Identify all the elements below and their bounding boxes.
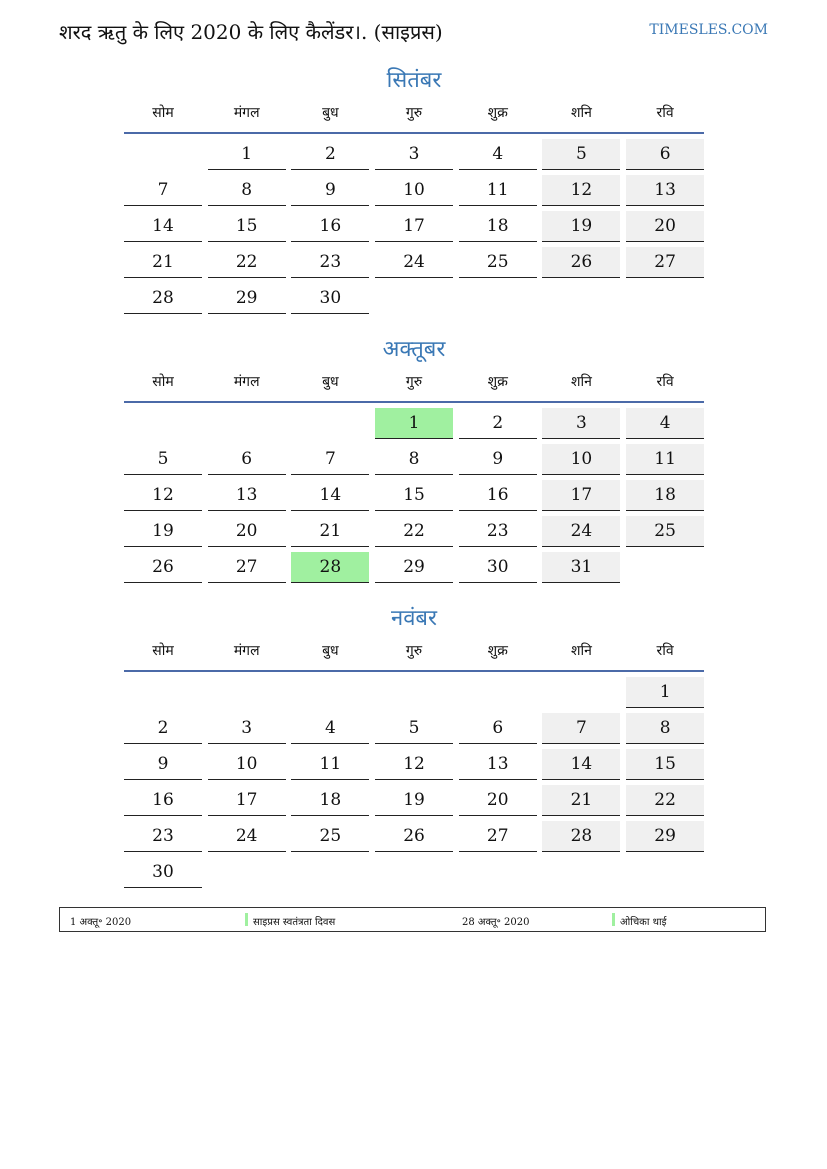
- empty-cell: [124, 408, 202, 439]
- day-cell: 16: [459, 480, 537, 511]
- day-cell: 7: [291, 444, 369, 475]
- day-cell: 10: [542, 444, 620, 475]
- day-cell: 15: [375, 480, 453, 511]
- day-cell: 13: [208, 480, 286, 511]
- day-cell: 15: [626, 749, 704, 780]
- weekday-label: सोम: [152, 373, 174, 390]
- day-cell: 12: [375, 749, 453, 780]
- day-cell: 24: [208, 821, 286, 852]
- day-cell: 9: [291, 175, 369, 206]
- holiday-day-cell: 28: [291, 552, 369, 583]
- day-cell: 20: [459, 785, 537, 816]
- day-cell: 21: [542, 785, 620, 816]
- day-cell: 30: [291, 283, 369, 314]
- day-cell: 14: [542, 749, 620, 780]
- day-cell: 26: [375, 821, 453, 852]
- month-title: नवंबर: [390, 606, 437, 631]
- day-grid: [124, 139, 704, 314]
- header-divider: [124, 401, 704, 403]
- empty-cell: [208, 408, 286, 439]
- weekday-label: शुक्र: [487, 373, 508, 390]
- empty-cell: [291, 677, 369, 708]
- empty-cell: [542, 677, 620, 708]
- weekday-label: शनि: [570, 104, 592, 121]
- day-cell: 21: [124, 247, 202, 278]
- month-september: [124, 64, 704, 314]
- page-title: शरद ऋतु के लिए 2020 के लिए कैलेंडर।. (साइप्रस): [59, 20, 443, 44]
- empty-cell: [291, 408, 369, 439]
- day-cell: 12: [124, 480, 202, 511]
- day-cell: 10: [375, 175, 453, 206]
- day-cell: 18: [626, 480, 704, 511]
- day-grid: [124, 408, 704, 583]
- day-cell: 26: [124, 552, 202, 583]
- day-cell: 6: [208, 444, 286, 475]
- day-cell: 2: [459, 408, 537, 439]
- weekday-label: रवि: [656, 642, 674, 659]
- day-cell: 9: [459, 444, 537, 475]
- day-cell: 5: [124, 444, 202, 475]
- legend-holiday-name: साइप्रस स्वतंत्रता दिवस: [253, 917, 336, 928]
- day-cell: 5: [375, 713, 453, 744]
- weekday-label: बुध: [322, 373, 339, 390]
- day-cell: 16: [291, 211, 369, 242]
- day-cell: 4: [626, 408, 704, 439]
- month-title: सितंबर: [386, 68, 442, 93]
- weekday-label: सोम: [152, 104, 174, 121]
- site-link[interactable]: TIMESLES.COM: [649, 22, 768, 38]
- holiday-day-cell: 1: [375, 408, 453, 439]
- day-cell: 27: [626, 247, 704, 278]
- legend-date: 28 अक्तू॰ 2020: [462, 917, 530, 928]
- day-cell: 7: [542, 713, 620, 744]
- weekday-label: सोम: [152, 642, 174, 659]
- day-cell: 25: [459, 247, 537, 278]
- day-cell: 26: [542, 247, 620, 278]
- day-cell: 8: [626, 713, 704, 744]
- day-cell: 27: [459, 821, 537, 852]
- day-cell: 28: [124, 283, 202, 314]
- day-grid: [124, 677, 704, 888]
- day-cell: 22: [208, 247, 286, 278]
- weekday-label: शनि: [570, 642, 592, 659]
- day-cell: 15: [208, 211, 286, 242]
- legend-date: 1 अक्तू॰ 2020: [70, 917, 132, 928]
- day-cell: 19: [124, 516, 202, 547]
- legend-holiday-name: ओचिका थाई: [620, 917, 667, 928]
- day-cell: 31: [542, 552, 620, 583]
- day-cell: 16: [124, 785, 202, 816]
- day-cell: 14: [291, 480, 369, 511]
- day-cell: 20: [208, 516, 286, 547]
- weekday-label: मंगल: [233, 642, 260, 659]
- day-cell: 4: [459, 139, 537, 170]
- month-title: अक्तूबर: [382, 337, 446, 362]
- weekday-label: गुरु: [405, 104, 423, 121]
- weekday-label: मंगल: [233, 373, 260, 390]
- day-cell: 4: [291, 713, 369, 744]
- day-cell: 18: [291, 785, 369, 816]
- day-cell: 20: [626, 211, 704, 242]
- day-cell: 11: [291, 749, 369, 780]
- day-cell: 10: [208, 749, 286, 780]
- day-cell: 23: [459, 516, 537, 547]
- weekday-label: शुक्र: [487, 642, 508, 659]
- day-cell: 18: [459, 211, 537, 242]
- day-cell: 17: [542, 480, 620, 511]
- day-cell: 5: [542, 139, 620, 170]
- day-cell: 28: [542, 821, 620, 852]
- day-cell: 1: [208, 139, 286, 170]
- empty-cell: [375, 677, 453, 708]
- empty-cell: [459, 677, 537, 708]
- day-cell: 24: [542, 516, 620, 547]
- holiday-color-marker: [245, 913, 248, 926]
- day-cell: 8: [375, 444, 453, 475]
- day-cell: 11: [459, 175, 537, 206]
- header-divider: [124, 132, 704, 134]
- day-cell: 30: [124, 857, 202, 888]
- day-cell: 13: [459, 749, 537, 780]
- day-cell: 11: [626, 444, 704, 475]
- weekday-header: [124, 367, 704, 395]
- day-cell: 6: [459, 713, 537, 744]
- day-cell: 22: [626, 785, 704, 816]
- month-november: [124, 602, 704, 888]
- day-cell: 29: [626, 821, 704, 852]
- day-cell: 25: [291, 821, 369, 852]
- weekday-label: शनि: [570, 373, 592, 390]
- weekday-label: मंगल: [233, 104, 260, 121]
- day-cell: 30: [459, 552, 537, 583]
- day-cell: 8: [208, 175, 286, 206]
- day-cell: 25: [626, 516, 704, 547]
- day-cell: 23: [291, 247, 369, 278]
- empty-cell: [124, 139, 202, 170]
- day-cell: 3: [542, 408, 620, 439]
- day-cell: 24: [375, 247, 453, 278]
- day-cell: 13: [626, 175, 704, 206]
- day-cell: 17: [375, 211, 453, 242]
- day-cell: 3: [375, 139, 453, 170]
- day-cell: 27: [208, 552, 286, 583]
- day-cell: 7: [124, 175, 202, 206]
- day-cell: 21: [291, 516, 369, 547]
- holiday-legend: [59, 907, 766, 932]
- weekday-label: रवि: [656, 373, 674, 390]
- day-cell: 2: [124, 713, 202, 744]
- day-cell: 3: [208, 713, 286, 744]
- weekday-label: बुध: [322, 104, 339, 121]
- day-cell: 29: [375, 552, 453, 583]
- day-cell: 6: [626, 139, 704, 170]
- empty-cell: [208, 677, 286, 708]
- weekday-header: [124, 98, 704, 126]
- weekday-header: [124, 636, 704, 664]
- weekday-label: रवि: [656, 104, 674, 121]
- weekday-label: गुरु: [405, 373, 423, 390]
- empty-cell: [124, 677, 202, 708]
- day-cell: 23: [124, 821, 202, 852]
- day-cell: 29: [208, 283, 286, 314]
- month-october: [124, 333, 704, 583]
- day-cell: 22: [375, 516, 453, 547]
- weekday-label: गुरु: [405, 642, 423, 659]
- weekday-label: बुध: [322, 642, 339, 659]
- day-cell: 17: [208, 785, 286, 816]
- header-divider: [124, 670, 704, 672]
- day-cell: 9: [124, 749, 202, 780]
- day-cell: 19: [375, 785, 453, 816]
- day-cell: 12: [542, 175, 620, 206]
- day-cell: 19: [542, 211, 620, 242]
- weekday-label: शुक्र: [487, 104, 508, 121]
- day-cell: 1: [626, 677, 704, 708]
- day-cell: 14: [124, 211, 202, 242]
- day-cell: 2: [291, 139, 369, 170]
- holiday-color-marker: [612, 913, 615, 926]
